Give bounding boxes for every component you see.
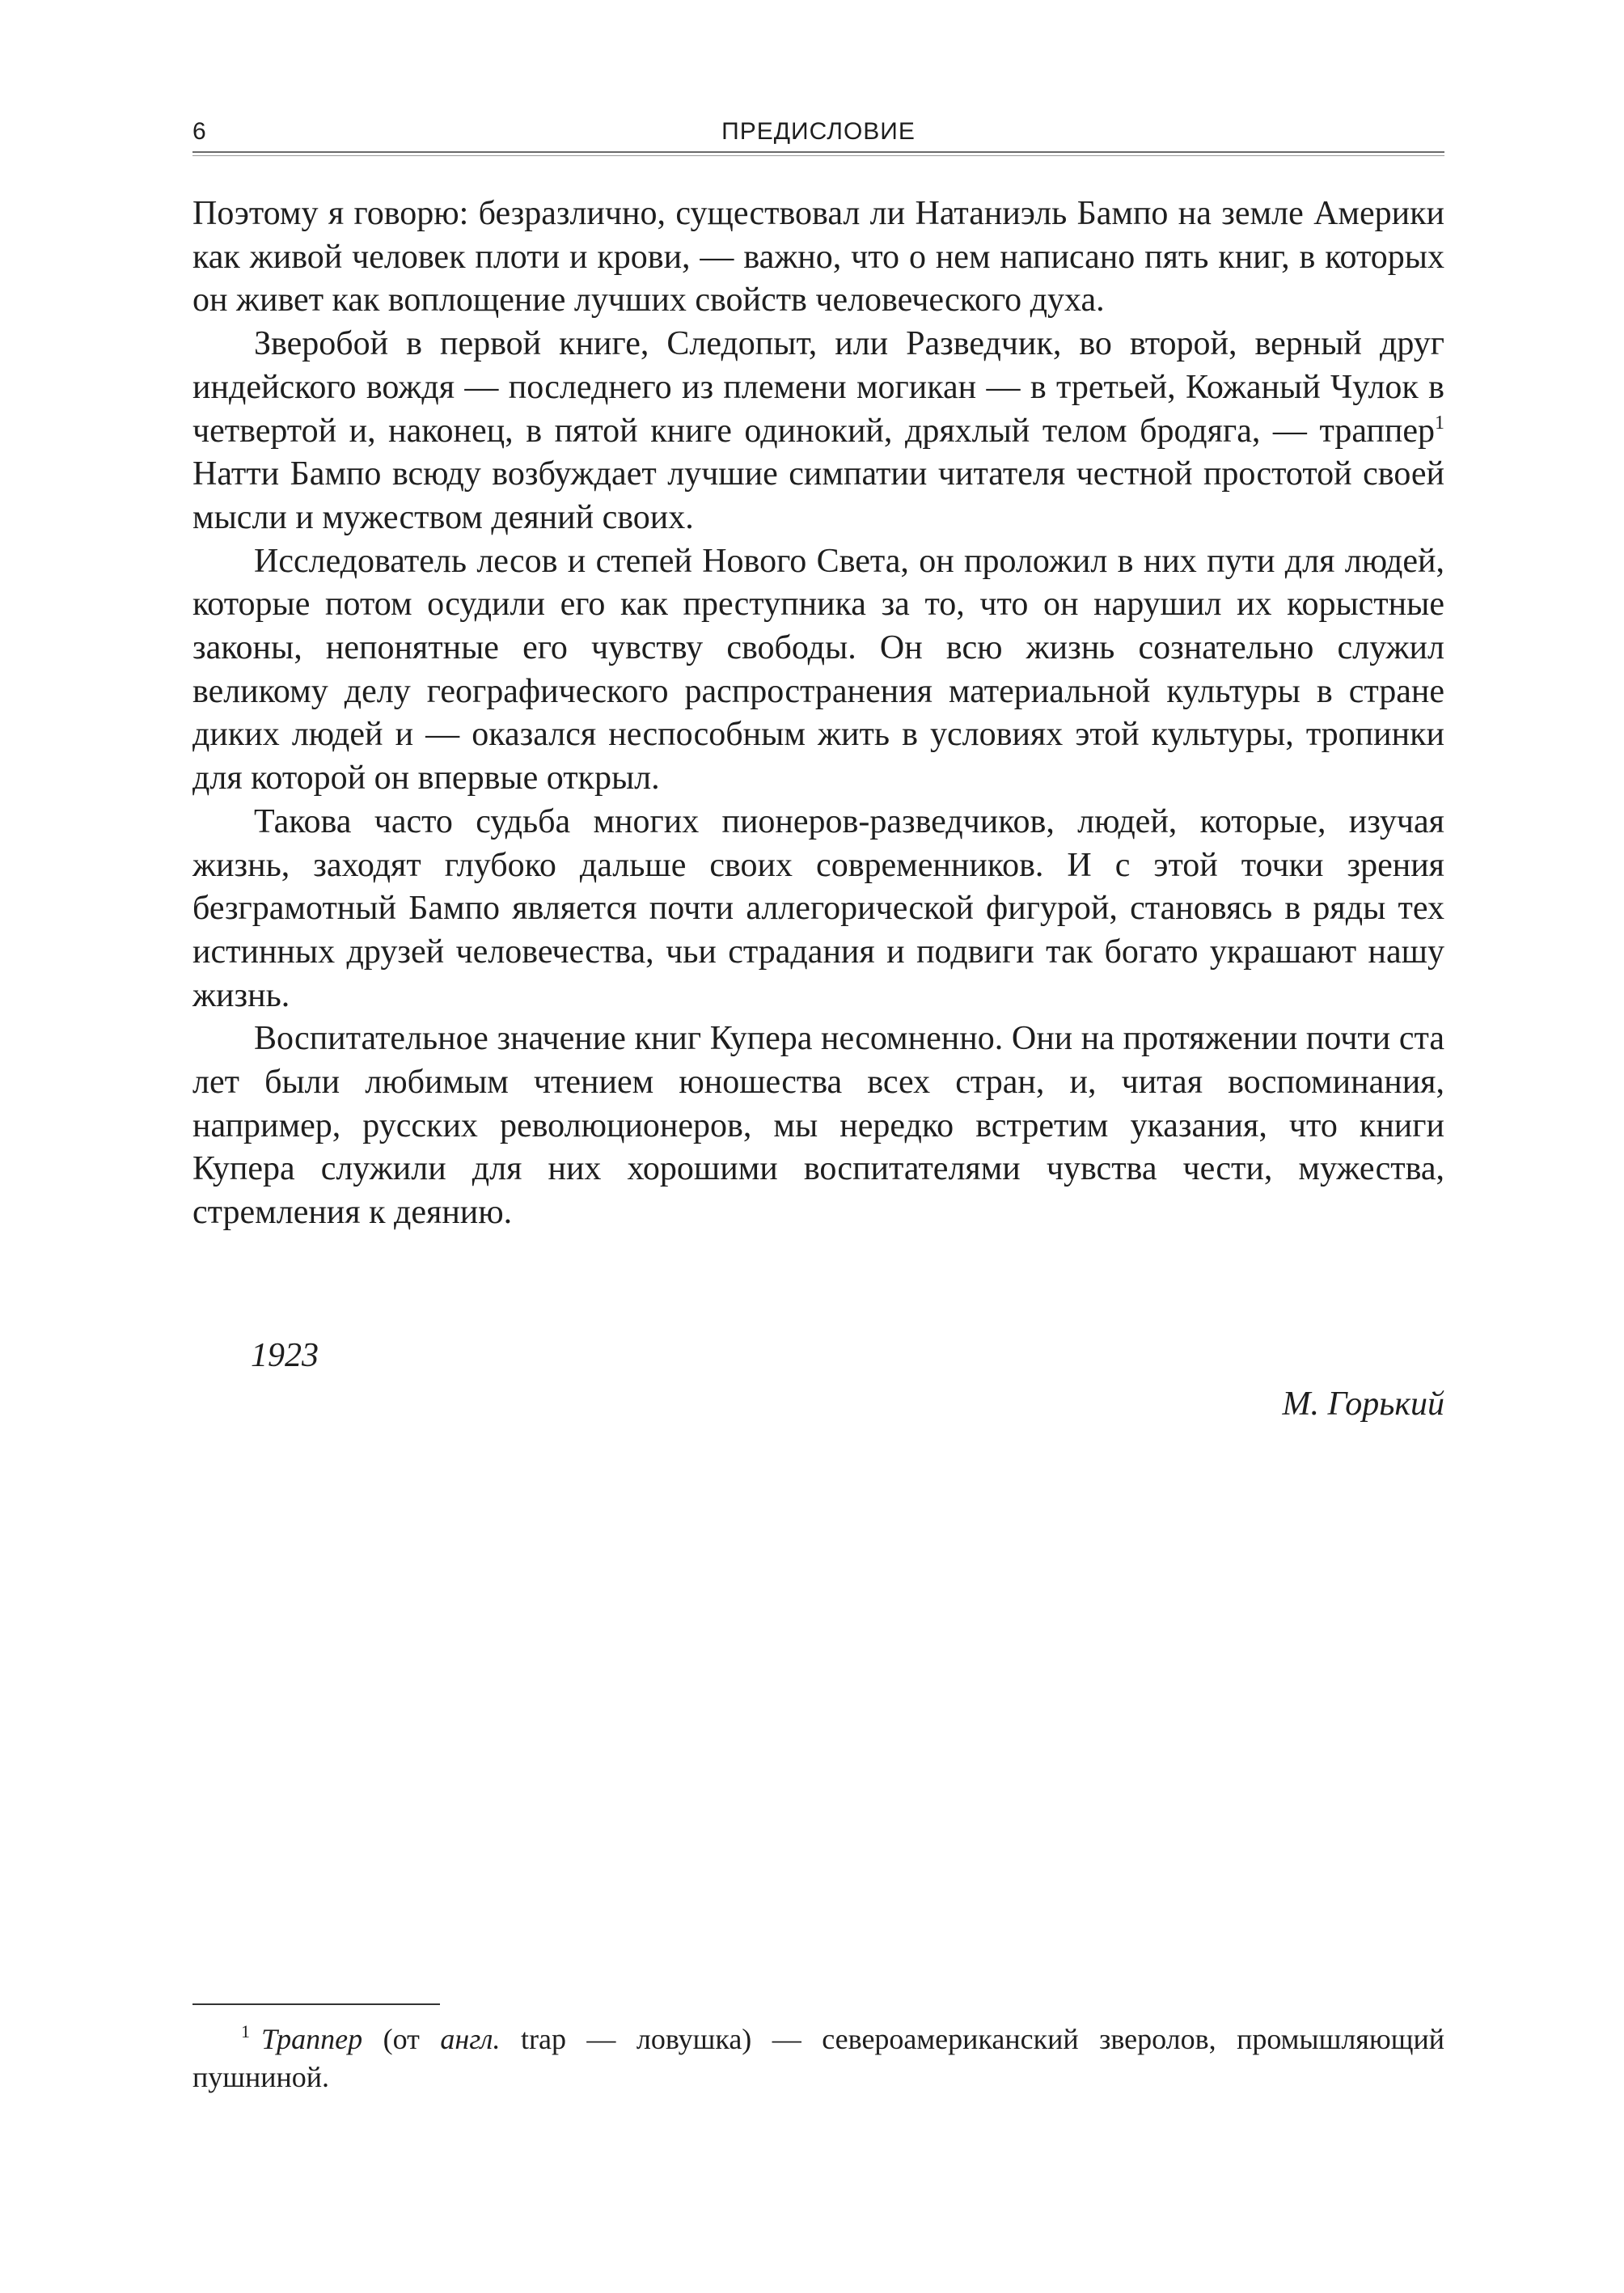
paragraph-4: Такова часто судьба многих пионеров-разведчиков, людей, которые, изучая жизнь, заходят глубоко дальше своих современников. И с этой точки зрения безграмотный Бампо является почти аллегорической фигурой, становясь в ряды тех истинных друзей человечества, чьи страдания и подвиги так богато украшают нашу жизнь.	[192, 802, 1444, 1014]
footnote-open-paren: (от	[362, 2023, 441, 2055]
running-head	[192, 112, 1444, 154]
footnote-number: 1	[241, 2021, 250, 2041]
header-rule	[192, 151, 1444, 153]
running-title: ПРЕДИСЛОВИЕ	[721, 118, 916, 145]
footnote-rule	[192, 2003, 440, 2005]
footnote-term: Траппер	[261, 2023, 363, 2055]
paragraph-2-text-b: Натти Бампо всюду возбуждает лучшие симпатии читателя честной простотой своей мысли и мужеством деяний своих.	[192, 455, 1444, 536]
date: 1923	[251, 1337, 319, 1374]
paragraph-2	[192, 323, 1444, 540]
paragraph-5: Воспитательное значение книг Купера несомненно. Они на протяжении почти ста лет были любимым чтением юношества всех стран, и, читая воспоминания, например, русских революционеров, мы нередко встретим указания, что книги Купера служили для них хорошими воспитателями чувства чести, мужества, стремления к деянию.	[192, 1020, 1444, 1232]
paragraph-2-text-a: Зверобой в первой книге, Следопыт, или Разведчик, во второй, верный друг индейского вождя — последнего из племени могикан — в третьей, Кожаный Чулок в четвертой и, наконец, в пятой книге одинокий, дряхлый телом бродяга, — траппер	[192, 325, 1444, 450]
footnote-reference: 1	[1435, 412, 1444, 434]
author-signature: М. Горький	[1282, 1386, 1444, 1423]
footnote-definition: trap — ловушка) — североамериканский зверолов, промышляющий пушниной.	[192, 2023, 1445, 2093]
body-text	[192, 192, 1444, 1235]
header-rule-thin	[192, 155, 1444, 156]
paragraph-1: Поэтому я говорю: безразлично, существовал ли Натаниэль Бампо на земле Америки как живой человек плоти и крови, — важно, что о нем написано пять книг, в которых он живет как воплощение лучших свойств человеческого духа.	[192, 195, 1444, 319]
footnote	[192, 2020, 1444, 2096]
paragraph-3: Исследователь лесов и степей Нового Света, он проложил в них пути для людей, которые потом осудили его как преступника за то, что он нарушил их корыстные законы, непонятные его чувству свободы. Он всю жизнь сознательно служил великому делу географического распространения материальной культуры в стране диких людей и — оказался неспособным жить в условиях этой культуры, тропинки для которой он впервые открыл.	[192, 542, 1444, 797]
footnote-language: англ.	[440, 2023, 501, 2055]
page-number: 6	[192, 118, 206, 145]
